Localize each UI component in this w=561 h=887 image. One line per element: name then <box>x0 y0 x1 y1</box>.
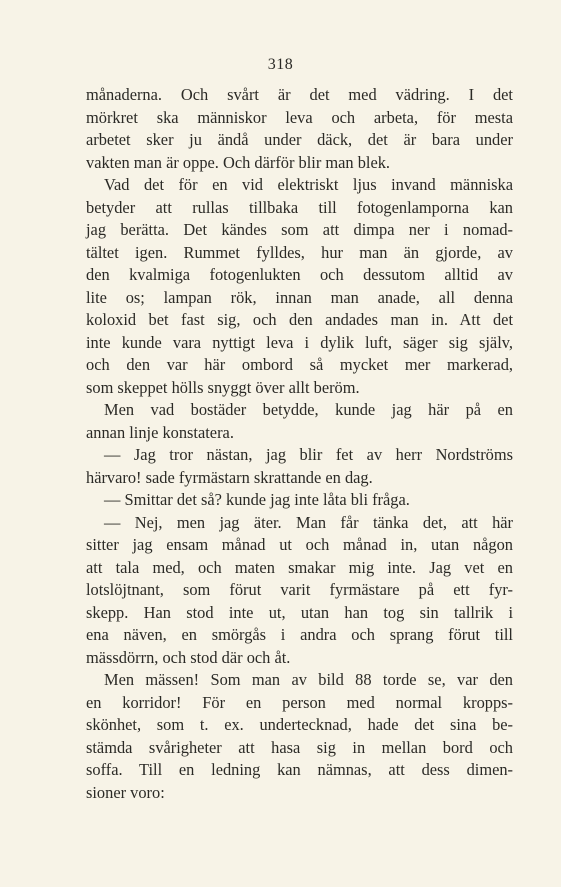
text-line: den kvalmiga fotogenlukten och dessutom alltid av <box>86 265 513 284</box>
text-line: att tala med, och maten smakar mig inte. Jag vet en <box>86 557 513 577</box>
text-line: lite os; lampan rök, innan man anade, all denna <box>86 287 513 307</box>
text-line: — Jag tror nästan, jag blir fet av herr Nordströms <box>104 445 513 464</box>
text-line: Vad det för en vid elektriskt ljus invand människa <box>104 175 513 194</box>
text-line: jag berätta. Det kändes som att dimpa ner i nomad- <box>86 220 513 239</box>
text-line: och den var här ombord så mycket mer markerad, <box>86 355 513 374</box>
page-number: 318 <box>267 56 294 73</box>
text-line: inte kunde vara nyttigt leva i dylik luft, säger sig själv, <box>86 332 513 352</box>
body-text <box>86 84 513 804</box>
text-line: en korridor! För en person med normal kropps- <box>86 692 513 712</box>
text-line: annan linje konstatera. <box>86 422 234 442</box>
text-line: skönhet, som t. ex. undertecknad, hade det sina be- <box>86 715 513 734</box>
text-line: sitter jag ensam månad ut och månad in, utan någon <box>86 535 513 554</box>
text-line: — Nej, men jag äter. Man får tänka det, att här <box>104 512 513 532</box>
text-line: betyder att rullas tillbaka till fotogenlamporna kan <box>86 197 513 217</box>
text-line: Men vad bostäder betydde, kunde jag här på en <box>104 400 513 419</box>
text-line: ena näven, en smörgås i andra och sprang förut till <box>86 625 513 644</box>
text-line: Men mässen! Som man av bild 88 torde se, var den <box>104 670 513 689</box>
text-line: härvaro! sade fyrmästarn skrattande en dag. <box>86 467 373 487</box>
text-line: — Smittar det så? kunde jag inte låta bli fråga. <box>104 490 410 509</box>
text-line: stämda svårigheter att hasa sig in mellan bord och <box>86 737 513 757</box>
text-line: sioner voro: <box>86 782 165 802</box>
text-line: som skeppet hölls snyggt över allt beröm. <box>86 377 360 397</box>
text-line: soffa. Till en ledning kan nämnas, att dess dimen- <box>86 760 513 779</box>
text-line: mässdörrn, och stod där och åt. <box>86 647 291 667</box>
text-line: mörkret ska människor leva och arbeta, för mesta <box>86 107 513 127</box>
text-line: lotslöjtnant, som förut varit fyrmästare på ett fyr- <box>86 580 513 599</box>
text-line: månaderna. Och svårt är det med vädring. I det <box>86 85 513 104</box>
text-line: koloxid bet fast sig, och den andades man in. Att det <box>86 310 513 329</box>
text-line: vakten man är oppe. Och därför blir man blek. <box>86 152 391 172</box>
text-line: arbetet sker ju ändå under däck, det är bara under <box>86 130 513 149</box>
text-line: skepp. Han stod inte ut, utan han tog sin tallrik i <box>86 602 513 622</box>
text-line: tältet igen. Rummet fylldes, hur man än gjorde, av <box>86 242 513 262</box>
